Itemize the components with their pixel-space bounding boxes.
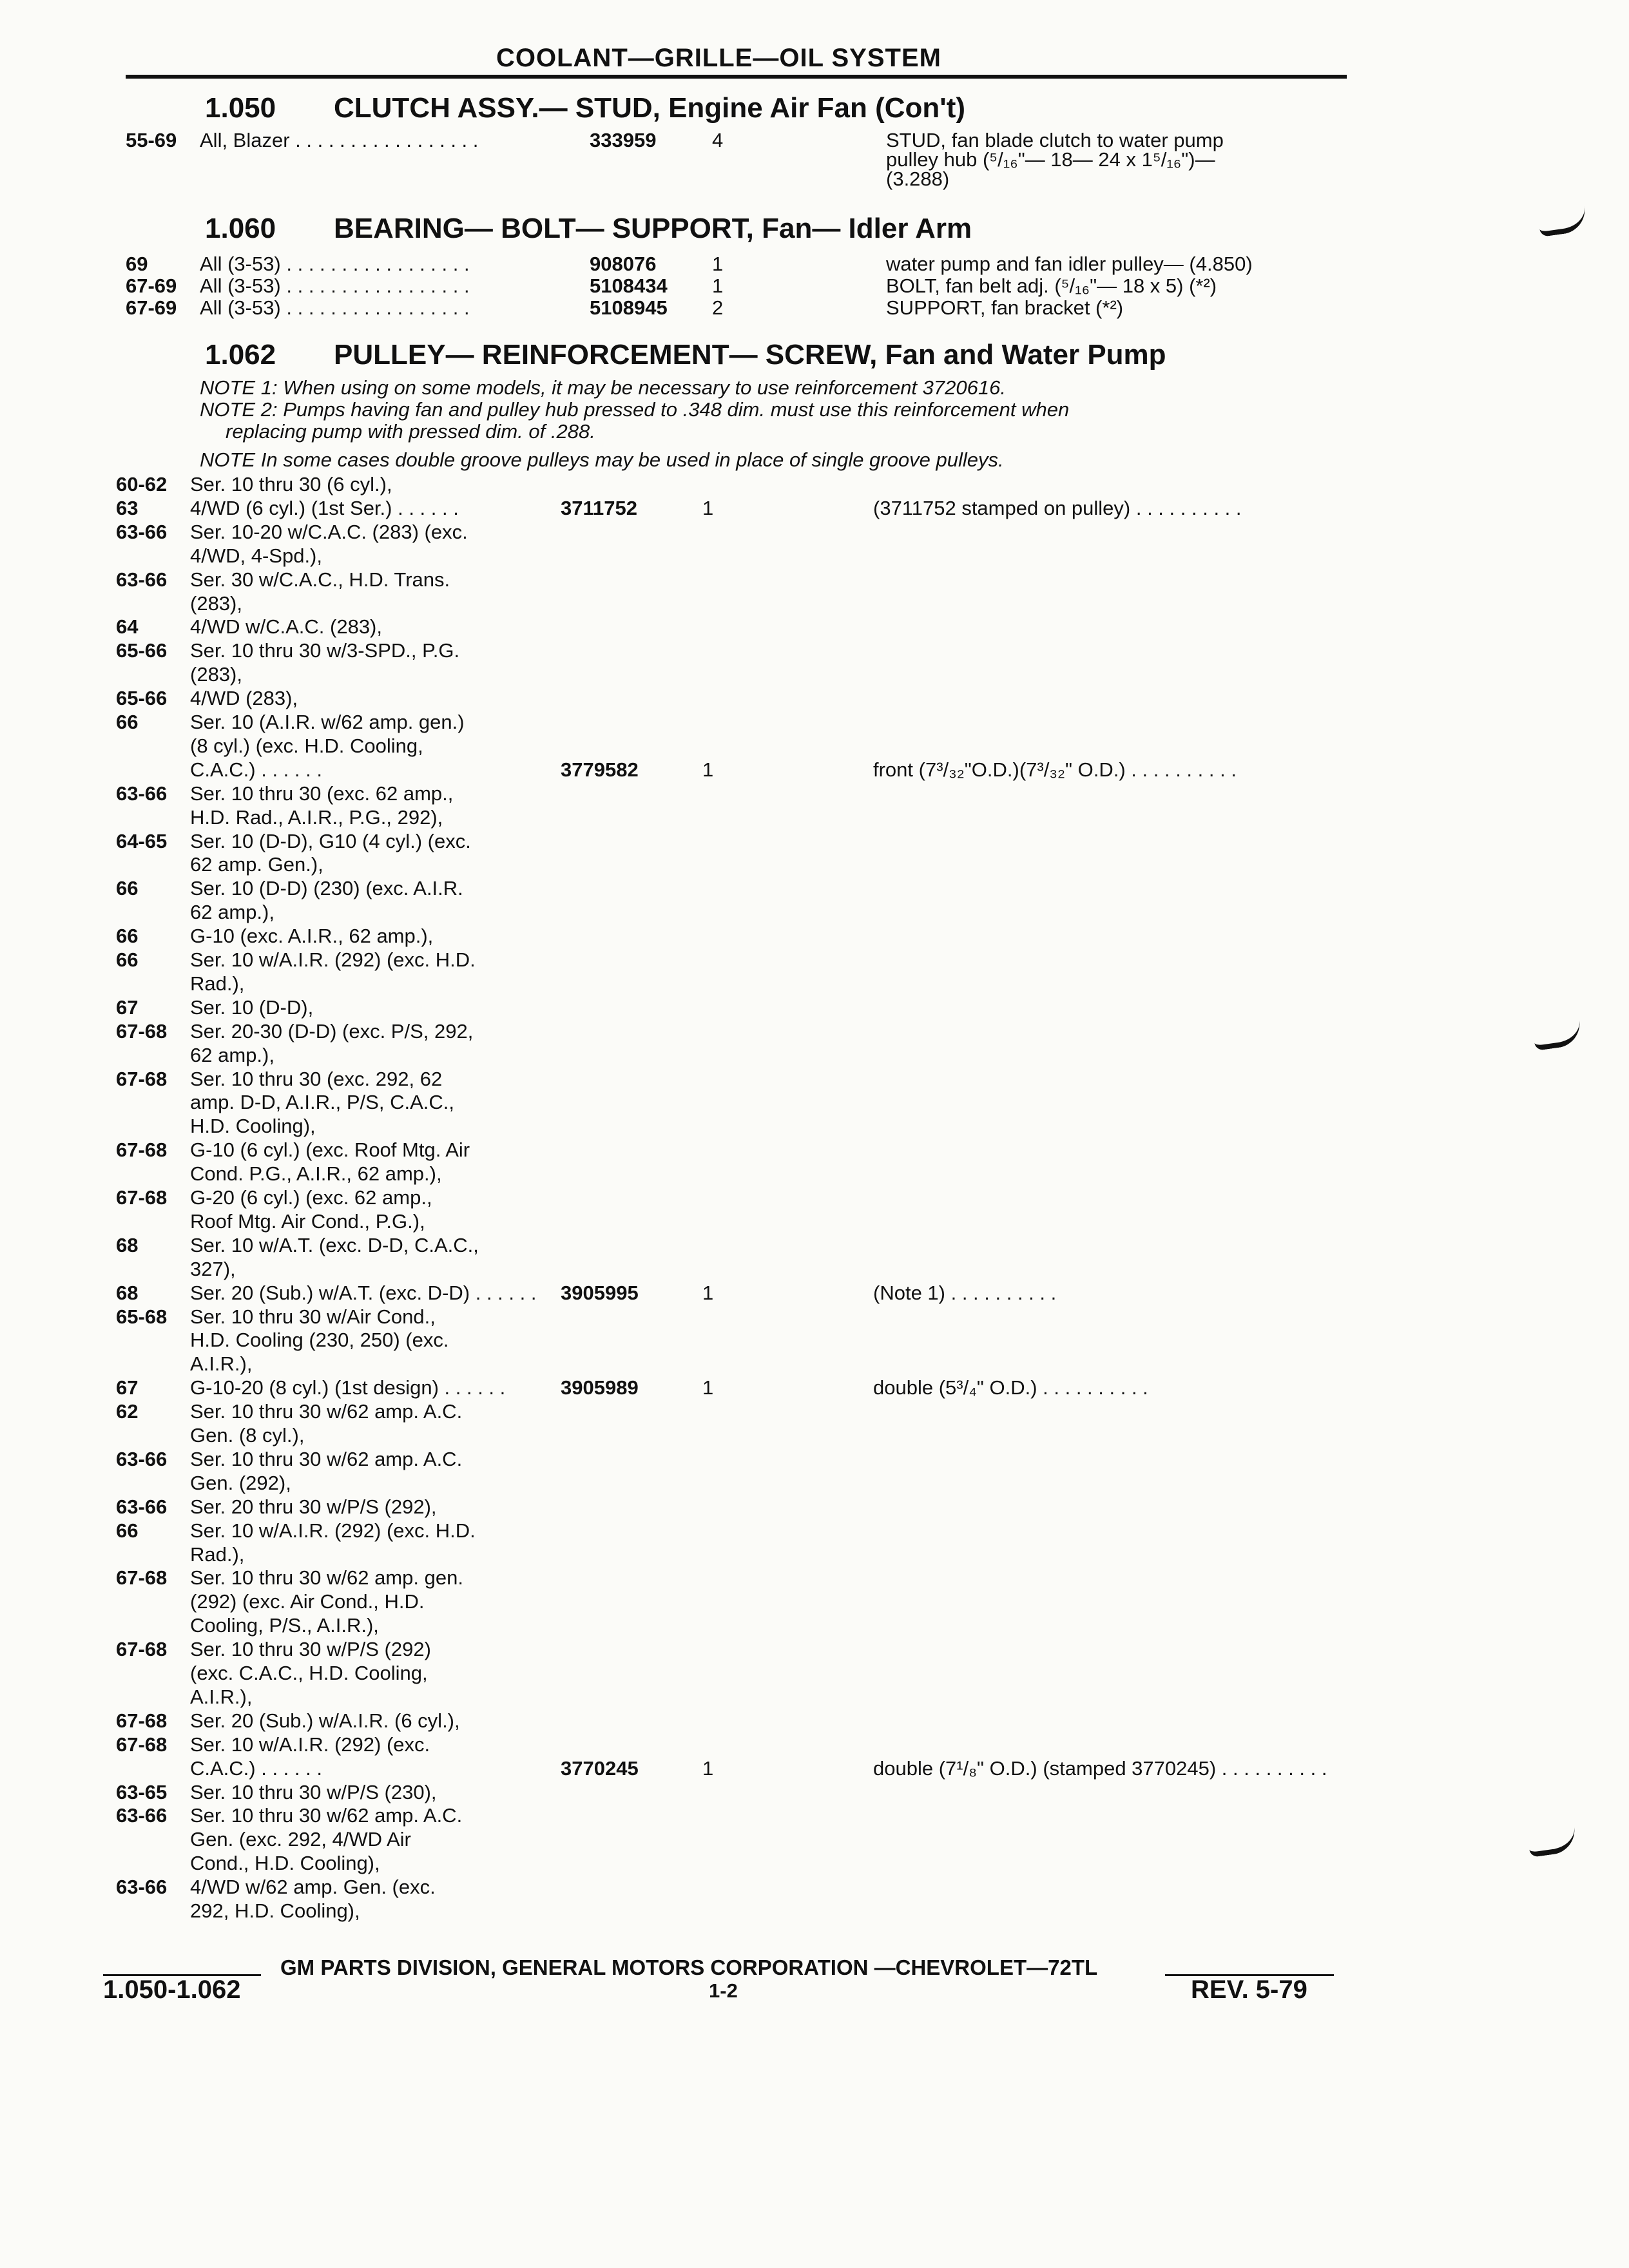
application: Roof Mtg. Air Cond., P.G.), <box>190 1209 425 1233</box>
footer-section-range: 1.050-1.062 <box>103 1975 241 2004</box>
application: 4/WD, 4-Spd.), <box>190 544 322 567</box>
application: Ser. 10 thru 30 (exc. 62 amp., <box>190 782 454 805</box>
application: Cooling, P/S., A.I.R.), <box>190 1614 379 1637</box>
table-row <box>0 1305 1629 1329</box>
quantity: 1 <box>702 1756 714 1780</box>
application: G-10 (6 cyl.) (exc. Roof Mtg. Air <box>190 1139 470 1162</box>
application: Ser. 10 w/A.T. (exc. D-D, C.A.C., <box>190 1233 479 1256</box>
model-year: 64 <box>116 615 139 639</box>
table-row <box>0 1638 1629 1661</box>
model-year: 67-68 <box>116 1709 168 1732</box>
table-row <box>0 663 1629 686</box>
application: Ser. 10 thru 30 w/62 amp. A.C. <box>190 1447 463 1470</box>
model-year: 65-68 <box>116 1305 168 1328</box>
description: BOLT, fan belt adj. (⁵/₁₆"— 18 x 5) (*²) <box>886 274 1217 297</box>
table-row <box>0 1020 1629 1043</box>
table-row <box>0 1472 1629 1495</box>
description: pulley hub (⁵/₁₆"— 18— 24 x 1⁵/₁₆")— <box>886 148 1215 171</box>
quantity: 1 <box>712 253 724 275</box>
table-row <box>0 1899 1629 1923</box>
table-row <box>0 521 1629 544</box>
description: double (7¹/₈" O.D.) (stamped 3770245) . . . . . . . . . . <box>873 1756 1327 1780</box>
table-row <box>0 948 1629 972</box>
table-row <box>0 1519 1629 1542</box>
model-year: 67 <box>116 1376 139 1399</box>
application: (283), <box>190 663 242 686</box>
table-row <box>0 568 1629 591</box>
description: (3.288) <box>886 168 950 190</box>
application: Ser. 10 (D-D), <box>190 995 314 1019</box>
section-number: 1.050 <box>205 92 276 124</box>
application: 4/WD w/62 amp. Gen. (exc. <box>190 1876 436 1899</box>
description: water pump and fan idler pulley— (4.850) <box>886 253 1253 275</box>
table-row <box>0 782 1629 805</box>
application: 62 amp.), <box>190 901 275 924</box>
application: (283), <box>190 591 242 615</box>
table-row <box>0 592 1629 615</box>
table-row <box>0 1044 1629 1067</box>
application: Ser. 20 thru 30 w/P/S (292), <box>190 1495 437 1518</box>
table-row <box>0 168 1629 191</box>
part-number: 3905989 <box>561 1376 639 1399</box>
table-row <box>0 1376 1629 1399</box>
quantity: 1 <box>702 1281 714 1304</box>
part-number: 3905995 <box>561 1281 639 1304</box>
model-year: 67-68 <box>116 1733 168 1756</box>
application: amp. D-D, A.I.R., P/S, C.A.C., <box>190 1091 454 1114</box>
table-row <box>0 758 1629 782</box>
table-row <box>0 972 1629 995</box>
model-year: 67-68 <box>116 1638 168 1661</box>
application: Ser. 10 (D-D), G10 (4 cyl.) (exc. <box>190 829 471 852</box>
model-year: 65-66 <box>116 639 168 662</box>
table-row <box>0 1424 1629 1447</box>
footer-publisher: GM PARTS DIVISION, GENERAL MOTORS CORPORATION —CHEVROLET—72TL <box>280 1956 1098 1979</box>
table-row <box>0 639 1629 662</box>
application: Ser. 10 w/A.I.R. (292) (exc. H.D. <box>190 1519 476 1542</box>
application: All (3-53) . . . . . . . . . . . . . . . . . <box>200 274 470 297</box>
application: Ser. 10 (D-D) (230) (exc. A.I.R. <box>190 877 463 900</box>
part-number: 5108434 <box>590 274 668 297</box>
table-row <box>0 877 1629 900</box>
description: double (5³/₄" O.D.) . . . . . . . . . . <box>873 1376 1148 1399</box>
table-row <box>0 853 1629 876</box>
table-row <box>0 1781 1629 1804</box>
table-row <box>0 1258 1629 1281</box>
application: 4/WD w/C.A.C. (283), <box>190 615 382 639</box>
table-row <box>0 1733 1629 1756</box>
model-year: 67-69 <box>126 296 177 319</box>
application: H.D. Rad., A.I.R., P.G., 292), <box>190 805 443 829</box>
note-line: replacing pump with pressed dim. of .288. <box>226 420 595 443</box>
application: C.A.C.) . . . . . . <box>190 1756 322 1780</box>
model-year: 63-66 <box>116 1804 168 1827</box>
note-line: NOTE 2: Pumps having fan and pulley hub pressed to .348 dim. must use this reinforcement when <box>200 398 1070 421</box>
footer-page-number: 1-2 <box>709 1979 738 2002</box>
section-title: BEARING— BOLT— SUPPORT, Fan— Idler Arm <box>334 213 972 244</box>
application: (8 cyl.) (exc. H.D. Cooling, <box>190 734 423 757</box>
application: 62 amp.), <box>190 1043 275 1066</box>
model-year: 63 <box>116 496 139 519</box>
model-year: 67-68 <box>116 1067 168 1090</box>
application: Gen. (292), <box>190 1471 291 1494</box>
table-row <box>0 1352 1629 1376</box>
model-year: 55-69 <box>126 129 177 151</box>
application: 327), <box>190 1257 236 1280</box>
model-year: 68 <box>116 1233 139 1256</box>
model-year: 66 <box>116 948 139 971</box>
application: 4/WD (6 cyl.) (1st Ser.) . . . . . . <box>190 496 459 519</box>
table-row <box>0 1068 1629 1091</box>
application: Ser. 10 thru 30 w/Air Cond., <box>190 1305 436 1328</box>
table-row <box>0 274 1629 298</box>
table-row <box>0 296 1629 320</box>
application: G-10 (exc. A.I.R., 62 amp.), <box>190 925 434 948</box>
footer-revision: REV. 5-79 <box>1191 1975 1307 2004</box>
application: Ser. 10-20 w/C.A.C. (283) (exc. <box>190 520 468 543</box>
table-row <box>0 1566 1629 1590</box>
part-number: 333959 <box>590 129 657 151</box>
model-year: 67-68 <box>116 1019 168 1043</box>
application: Ser. 10 thru 30 w/62 amp. A.C. <box>190 1400 463 1423</box>
table-row <box>0 1614 1629 1637</box>
application: A.I.R.), <box>190 1685 253 1708</box>
table-row <box>0 253 1629 276</box>
application: Ser. 30 w/C.A.C., H.D. Trans. <box>190 568 450 591</box>
application: Ser. 20 (Sub.) w/A.T. (exc. D-D) . . . . . . <box>190 1281 537 1304</box>
model-year: 66 <box>116 877 139 900</box>
application: Rad.), <box>190 1542 245 1566</box>
table-row <box>0 1852 1629 1875</box>
table-row <box>0 687 1629 710</box>
quantity: 1 <box>702 496 714 519</box>
quantity: 1 <box>702 758 714 781</box>
table-row <box>0 1876 1629 1899</box>
table-row <box>0 1662 1629 1685</box>
application: C.A.C.) . . . . . . <box>190 758 322 781</box>
description: STUD, fan blade clutch to water pump <box>886 129 1224 151</box>
description: (3711752 stamped on pulley) . . . . . . . . . . <box>873 496 1242 519</box>
application: All (3-53) . . . . . . . . . . . . . . . . . <box>200 296 470 319</box>
model-year: 66 <box>116 711 139 733</box>
quantity: 4 <box>712 129 724 151</box>
part-number: 3711752 <box>561 496 637 519</box>
model-year: 64-65 <box>116 829 168 852</box>
table-row <box>0 497 1629 520</box>
application: Cond. P.G., A.I.R., 62 amp.), <box>190 1162 442 1186</box>
model-year: 67-68 <box>116 1139 168 1162</box>
table-row <box>0 1115 1629 1138</box>
quantity: 1 <box>702 1376 714 1399</box>
application: H.D. Cooling (230, 250) (exc. <box>190 1329 449 1352</box>
application: Ser. 10 thru 30 w/P/S (292) <box>190 1638 431 1661</box>
model-year: 60-62 <box>116 473 168 495</box>
table-row <box>0 1139 1629 1162</box>
application: Ser. 20-30 (D-D) (exc. P/S, 292, <box>190 1019 474 1043</box>
application: Ser. 20 (Sub.) w/A.I.R. (6 cyl.), <box>190 1709 460 1732</box>
table-row <box>0 1282 1629 1305</box>
table-row <box>0 1234 1629 1257</box>
application: A.I.R.), <box>190 1352 253 1376</box>
model-year: 67-68 <box>116 1186 168 1209</box>
quantity: 2 <box>712 296 724 319</box>
note-line: NOTE In some cases double groove pulleys may be used in place of single groove pulleys. <box>200 448 1004 471</box>
application: G-10-20 (8 cyl.) (1st design) . . . . . . <box>190 1376 506 1399</box>
description: (Note 1) . . . . . . . . . . <box>873 1281 1057 1304</box>
model-year: 66 <box>116 925 139 948</box>
section-number: 1.060 <box>205 213 276 244</box>
model-year: 63-66 <box>116 1495 168 1518</box>
section-title: PULLEY— REINFORCEMENT— SCREW, Fan and Water Pump <box>334 339 1166 370</box>
model-year: 69 <box>126 253 148 275</box>
model-year: 63-66 <box>116 782 168 805</box>
application: 62 amp. Gen.), <box>190 853 323 876</box>
note-line: NOTE 1: When using on some models, it may be necessary to use reinforcement 3720616. <box>200 376 1006 399</box>
model-year: 63-66 <box>116 568 168 591</box>
application: Ser. 10 w/A.I.R. (292) (exc. H.D. <box>190 948 476 971</box>
application: 292, H.D. Cooling), <box>190 1899 360 1922</box>
part-number: 3779582 <box>561 758 639 781</box>
table-row <box>0 1590 1629 1613</box>
application: Ser. 10 thru 30 (exc. 292, 62 <box>190 1067 443 1090</box>
table-row <box>0 1709 1629 1733</box>
application: (292) (exc. Air Cond., H.D. <box>190 1590 425 1613</box>
application: Ser. 10 thru 30 w/P/S (230), <box>190 1780 437 1803</box>
quantity: 1 <box>712 274 724 297</box>
table-row <box>0 544 1629 568</box>
table-row <box>0 1186 1629 1209</box>
page-title: COOLANT—GRILLE—OIL SYSTEM <box>496 44 941 72</box>
application: All (3-53) . . . . . . . . . . . . . . . . . <box>200 253 470 275</box>
model-year: 66 <box>116 1519 139 1542</box>
table-row <box>0 996 1629 1019</box>
application: All, Blazer . . . . . . . . . . . . . . . . . <box>200 129 479 151</box>
part-number: 908076 <box>590 253 657 275</box>
table-row <box>0 1495 1629 1519</box>
table-row <box>0 925 1629 948</box>
table-row <box>0 1686 1629 1709</box>
description: SUPPORT, fan bracket (*²) <box>886 296 1124 319</box>
application: Ser. 10 thru 30 w/3-SPD., P.G. <box>190 639 460 662</box>
application: 4/WD (283), <box>190 687 298 710</box>
application: Rad.), <box>190 972 245 995</box>
table-row <box>0 901 1629 924</box>
application: Gen. (8 cyl.), <box>190 1424 305 1446</box>
table-row <box>0 473 1629 496</box>
model-year: 68 <box>116 1281 139 1304</box>
table-row <box>0 735 1629 758</box>
table-row <box>0 806 1629 829</box>
application: Ser. 10 thru 30 (6 cyl.), <box>190 473 392 495</box>
model-year: 65-66 <box>116 687 168 710</box>
application: G-20 (6 cyl.) (exc. 62 amp., <box>190 1186 432 1209</box>
section-title: CLUTCH ASSY.— STUD, Engine Air Fan (Con't) <box>334 92 966 124</box>
application: Ser. 10 (A.I.R. w/62 amp. gen.) <box>190 711 465 733</box>
application: Cond., H.D. Cooling), <box>190 1852 380 1875</box>
table-row <box>0 1400 1629 1423</box>
model-year: 63-66 <box>116 1876 168 1899</box>
application: (exc. C.A.C., H.D. Cooling, <box>190 1662 428 1684</box>
header-rule <box>126 75 1347 79</box>
table-row <box>0 1162 1629 1186</box>
table-row <box>0 1804 1629 1827</box>
model-year: 67 <box>116 995 139 1019</box>
table-row <box>0 1757 1629 1780</box>
model-year: 63-66 <box>116 1447 168 1470</box>
model-year: 67-68 <box>116 1566 168 1590</box>
application: Ser. 10 thru 30 w/62 amp. gen. <box>190 1566 463 1590</box>
model-year: 63-66 <box>116 520 168 543</box>
part-number: 3770245 <box>561 1756 639 1780</box>
application: Ser. 10 thru 30 w/62 amp. A.C. <box>190 1804 463 1827</box>
description: front (7³/₃₂"O.D.)(7³/₃₂" O.D.) . . . . . . . . . . <box>873 758 1237 781</box>
table-row <box>0 1543 1629 1566</box>
application: Gen. (exc. 292, 4/WD Air <box>190 1828 411 1851</box>
application: Ser. 10 w/A.I.R. (292) (exc. <box>190 1733 430 1756</box>
table-row <box>0 615 1629 639</box>
table-row <box>0 1828 1629 1851</box>
table-row <box>0 830 1629 853</box>
model-year: 63-65 <box>116 1780 168 1803</box>
model-year: 62 <box>116 1400 139 1423</box>
part-number: 5108945 <box>590 296 668 319</box>
table-row <box>0 1210 1629 1233</box>
binder-mark <box>1537 206 1588 237</box>
table-row <box>0 1448 1629 1471</box>
table-row <box>0 711 1629 734</box>
table-row <box>0 1329 1629 1352</box>
application: H.D. Cooling), <box>190 1115 316 1138</box>
table-row <box>0 1091 1629 1114</box>
section-number: 1.062 <box>205 339 276 370</box>
model-year: 67-69 <box>126 274 177 297</box>
